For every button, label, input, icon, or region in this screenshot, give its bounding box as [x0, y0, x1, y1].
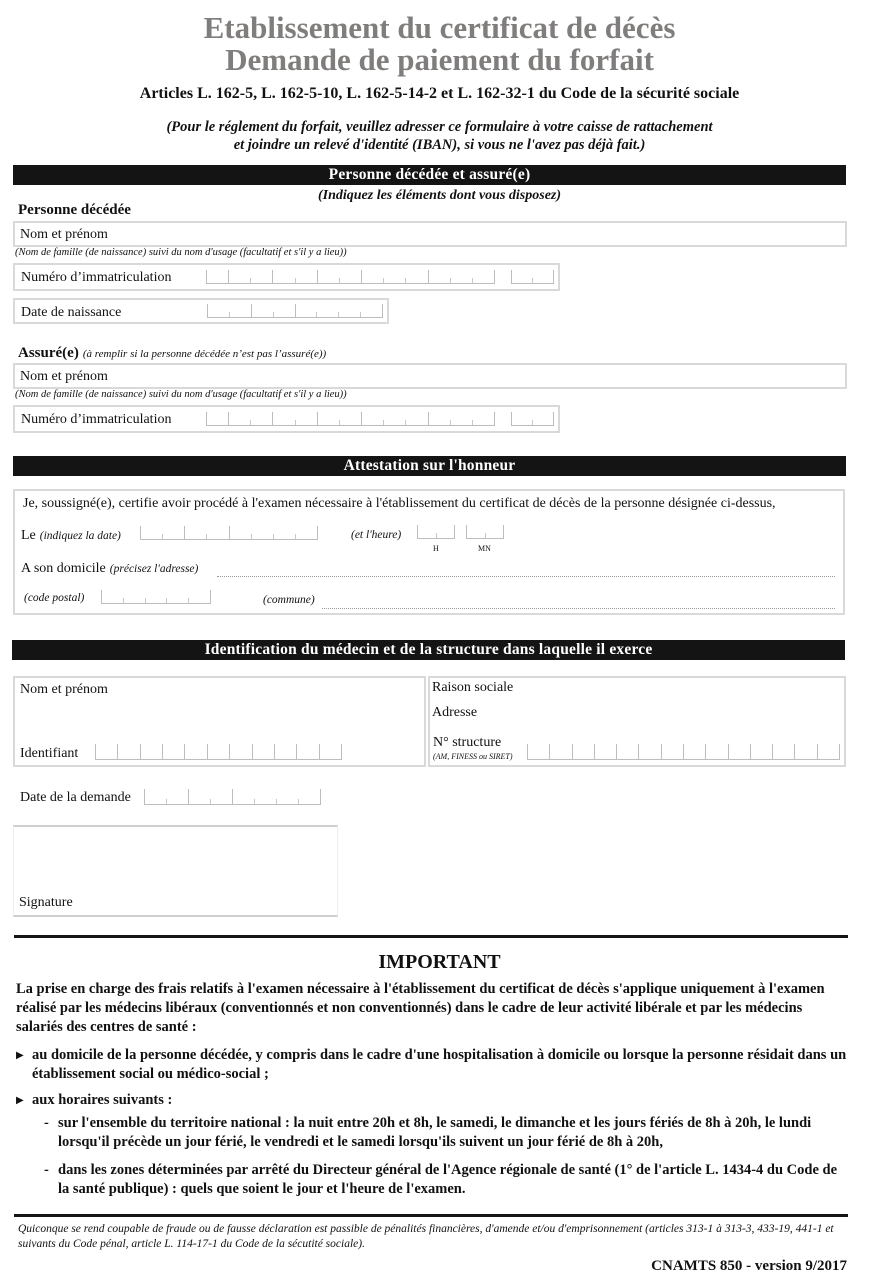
digit-cell	[252, 744, 274, 759]
insured-heading-row	[18, 344, 326, 362]
important-title: IMPORTANT	[378, 951, 501, 973]
digit-cell	[166, 590, 188, 603]
insured-immat-input[interactable]	[206, 412, 495, 426]
digit-cell	[417, 525, 436, 538]
insured-immat-label: Numéro d’immatriculation	[21, 412, 172, 427]
deceased-heading: Personne décédée	[18, 202, 131, 218]
digit-cell	[428, 270, 450, 283]
digit-cell	[251, 526, 273, 539]
digit-cell	[450, 270, 472, 283]
form-reference: CNAMTS 850 - version 9/2017	[651, 1258, 847, 1274]
attestation-minute-input[interactable]	[466, 525, 504, 539]
attestation-address-label-row	[21, 559, 198, 577]
deceased-immat-box	[13, 263, 560, 291]
attestation-date-hint: (indiquez la date)	[39, 530, 121, 542]
digit-cell	[405, 270, 427, 283]
digit-cell	[166, 789, 188, 804]
digit-cell	[206, 412, 228, 425]
digit-cell	[549, 744, 571, 759]
attestation-commune-hint: (commune)	[263, 594, 315, 606]
digit-cell	[206, 526, 228, 539]
digit-cell	[101, 590, 123, 603]
digit-cell	[472, 412, 495, 425]
dash-marker: -	[44, 1115, 49, 1131]
digit-cell	[140, 526, 162, 539]
insured-heading-hint: (à remplir si la personne décédée n’est pas l’assuré(e))	[82, 348, 327, 360]
digit-cell	[144, 789, 166, 804]
attestation-date-input[interactable]	[140, 526, 318, 540]
payment-note-line1: (Pour le réglement du forfait, veuillez adresser ce formulaire à votre caisse de rattachement	[166, 119, 713, 135]
digit-cell	[210, 789, 232, 804]
digit-cell	[405, 412, 427, 425]
digit-cell	[250, 412, 272, 425]
form-title-line2: Demande de paiement du forfait	[225, 42, 654, 77]
hour-unit-label: H	[433, 544, 439, 553]
digit-cell	[472, 270, 495, 283]
important-intro: La prise en charge des frais relatifs à l'examen nécessaire à l'établissement du certificat de décès s'applique uniquement à l'examen réalisé par les médecins libéraux (conventionnés et non conventionnés) dans le cadre de leur activité libérale et par les médecins salariés des centres de santé :	[16, 981, 825, 1035]
signature-label: Signature	[19, 895, 73, 910]
digit-cell	[276, 789, 298, 804]
request-date-label: Date de la demande	[20, 790, 131, 805]
digit-cell	[794, 744, 816, 759]
digit-cell	[383, 412, 405, 425]
digit-cell	[206, 270, 228, 283]
digit-cell	[817, 744, 840, 759]
request-date-input[interactable]	[144, 789, 321, 805]
triangle-right-icon: ▶	[16, 1095, 24, 1106]
important-subitem-1-text: sur l'ensemble du territoire national : la nuit entre 20h et 8h, le samedi, le dimanche et les jours fériés de 8h à 20h, le lundi lorsqu'il précède un jour férié, le vendredi et le samedi lorsqu'ils suivent un jour férié de 8h à 20h,	[58, 1115, 812, 1150]
insured-name-label: Nom et prénom	[20, 369, 108, 384]
digit-cell	[229, 526, 251, 539]
section-bar-attestation: Attestation sur l'honneur	[13, 456, 846, 476]
digit-cell	[229, 744, 251, 759]
structure-number-hint: (AM, FINESS ou SIRET)	[433, 752, 513, 761]
digit-cell	[250, 270, 272, 283]
digit-cell	[272, 270, 294, 283]
insured-heading: Assuré(e)	[18, 345, 79, 361]
digit-cell	[188, 789, 210, 804]
digit-cell	[594, 744, 616, 759]
digit-cell	[661, 744, 683, 759]
digit-cell	[638, 744, 660, 759]
doctor-identifier-input[interactable]	[95, 744, 342, 760]
digit-cell	[572, 744, 594, 759]
structure-number-input[interactable]	[527, 744, 840, 760]
attestation-date-label-row	[21, 526, 121, 544]
important-bullet-1-text: au domicile de la personne décédée, y compris dans le cadre d'une hospitalisation à domicile ou lorsque la personne résidait dans un établissement social ou médico-social ;	[32, 1047, 847, 1082]
important-bullet-1	[16, 1046, 852, 1084]
digit-cell	[162, 526, 184, 539]
insured-name-field[interactable]	[13, 363, 847, 389]
digit-cell	[361, 412, 383, 425]
attestation-time-hint: (et l'heure)	[351, 529, 402, 541]
digit-cell	[298, 789, 321, 804]
digit-cell	[229, 304, 251, 317]
deceased-immat-key-input[interactable]	[511, 270, 554, 284]
digit-cell	[145, 590, 167, 603]
dash-marker: -	[44, 1162, 49, 1178]
legal-articles: Articles L. 162-5, L. 162-5-10, L. 162-5-14-2 et L. 162-32-1 du Code de la sécurité sociale	[139, 85, 740, 102]
digit-cell	[319, 744, 342, 759]
divider-important	[14, 935, 848, 938]
digit-cell	[339, 412, 361, 425]
digit-cell	[296, 744, 318, 759]
digit-cell	[273, 526, 295, 539]
important-subitem-1	[44, 1114, 850, 1152]
digit-cell	[360, 304, 383, 317]
deceased-name-label: Nom et prénom	[20, 227, 108, 242]
digit-cell	[295, 526, 318, 539]
important-subitem-2-text: dans les zones déterminées par arrêté du Directeur général de l'Agence régionale de santé (1° de l'article L. 1434-4 du Code de la santé publique) : quels que soient le jour et l'heure de l'examen.	[58, 1162, 838, 1197]
digit-cell	[316, 304, 338, 317]
digit-cell	[466, 525, 485, 538]
digit-cell	[123, 590, 145, 603]
digit-cell	[317, 412, 339, 425]
digit-cell	[188, 590, 211, 603]
digit-cell	[295, 412, 317, 425]
digit-cell	[532, 270, 554, 283]
payment-note-line2: et joindre un relevé d'identité (IBAN), si vous ne l'avez pas déjà fait.)	[233, 137, 646, 153]
structure-number-label: N° structure	[433, 735, 502, 750]
digit-cell	[95, 744, 117, 759]
important-bullet-2	[16, 1091, 852, 1110]
digit-cell	[383, 270, 405, 283]
form-title-line1: Etablissement du certificat de décès	[203, 10, 676, 45]
attestation-address-label: A son domicile	[21, 561, 106, 576]
deceased-birth-box	[13, 298, 389, 324]
section-bar-deceased-insured: Personne décédée et assuré(e)	[13, 165, 846, 185]
doctor-box	[13, 676, 426, 767]
insured-name-hint: (Nom de famille (de naissance) suivi du nom d'usage (facultatif et s'il y a lieu))	[15, 389, 347, 400]
attestation-statement: Je, soussigné(e), certifie avoir procédé à l'examen nécessaire à l'établissement du certificat de décès de la personne désignée ci-dessus,	[23, 496, 776, 511]
doctor-identifier-label: Identifiant	[20, 746, 79, 761]
deceased-immat-label: Numéro d’immatriculation	[21, 270, 172, 285]
attestation-postal-hint: (code postal)	[24, 592, 85, 604]
attestation-hour-input[interactable]	[417, 525, 455, 539]
section-bar-doctor: Identification du médecin et de la structure dans laquelle il exerce	[12, 640, 845, 660]
digit-cell	[232, 789, 254, 804]
digit-cell	[361, 270, 383, 283]
digit-cell	[511, 412, 532, 425]
digit-cell	[532, 412, 554, 425]
signature-field[interactable]	[13, 825, 338, 917]
digit-cell	[428, 412, 450, 425]
digit-cell	[750, 744, 772, 759]
attestation-box	[13, 489, 845, 615]
deceased-name-hint: (Nom de famille (de naissance) suivi du nom d'usage (facultatif et s'il y a lieu))	[15, 247, 347, 258]
digit-cell	[184, 744, 206, 759]
section1-subtitle: (Indiquez les éléments dont vous disposez)	[317, 188, 562, 203]
digit-cell	[117, 744, 139, 759]
attestation-commune-input[interactable]	[322, 607, 835, 609]
divider-footer	[14, 1214, 848, 1217]
digit-cell	[207, 304, 229, 317]
digit-cell	[207, 744, 229, 759]
attestation-address-hint: (précisez l'adresse)	[109, 563, 199, 575]
digit-cell	[272, 412, 294, 425]
digit-cell	[772, 744, 794, 759]
digit-cell	[274, 744, 296, 759]
digit-cell	[273, 304, 295, 317]
digit-cell	[527, 744, 549, 759]
digit-cell	[705, 744, 727, 759]
digit-cell	[140, 744, 162, 759]
digit-cell	[339, 270, 361, 283]
digit-cell	[436, 525, 456, 538]
digit-cell	[295, 270, 317, 283]
structure-address-label[interactable]: Adresse	[432, 705, 478, 720]
attestation-postal-input[interactable]	[101, 590, 211, 604]
important-bullet-2-text: aux horaires suivants :	[32, 1092, 173, 1108]
deceased-birth-input[interactable]	[207, 304, 383, 318]
insured-immat-key-input[interactable]	[511, 412, 554, 426]
digit-cell	[184, 526, 206, 539]
company-name-label[interactable]: Raison sociale	[432, 680, 514, 695]
digit-cell	[616, 744, 638, 759]
digit-cell	[683, 744, 705, 759]
triangle-right-icon: ▶	[16, 1050, 24, 1061]
digit-cell	[228, 270, 250, 283]
minute-unit-label: MN	[478, 544, 491, 553]
digit-cell	[228, 412, 250, 425]
digit-cell	[338, 304, 360, 317]
important-subitem-2	[44, 1161, 850, 1199]
digit-cell	[295, 304, 317, 317]
digit-cell	[485, 525, 505, 538]
doctor-name-label[interactable]: Nom et prénom	[20, 682, 108, 697]
digit-cell	[317, 270, 339, 283]
deceased-immat-input[interactable]	[206, 270, 495, 284]
attestation-address-input[interactable]	[217, 575, 835, 577]
deceased-birth-label: Date de naissance	[21, 305, 122, 320]
digit-cell	[511, 270, 532, 283]
digit-cell	[162, 744, 184, 759]
insured-immat-box	[13, 405, 560, 433]
structure-box	[428, 676, 846, 767]
digit-cell	[251, 304, 273, 317]
digit-cell	[450, 412, 472, 425]
attestation-date-label: Le	[21, 528, 36, 543]
deceased-name-field[interactable]	[13, 221, 847, 247]
digit-cell	[254, 789, 276, 804]
digit-cell	[728, 744, 750, 759]
fraud-warning: Quiconque se rend coupable de fraude ou de fausse déclaration est passible de pénalités financières, d'amende et/ou d'emprisonnement (articles 313-1 à 313-3, 433-19, 441-1 et suivants du Code pénal, article L. 114-17-1 du Code de la sécutité sociale).	[18, 1223, 834, 1250]
